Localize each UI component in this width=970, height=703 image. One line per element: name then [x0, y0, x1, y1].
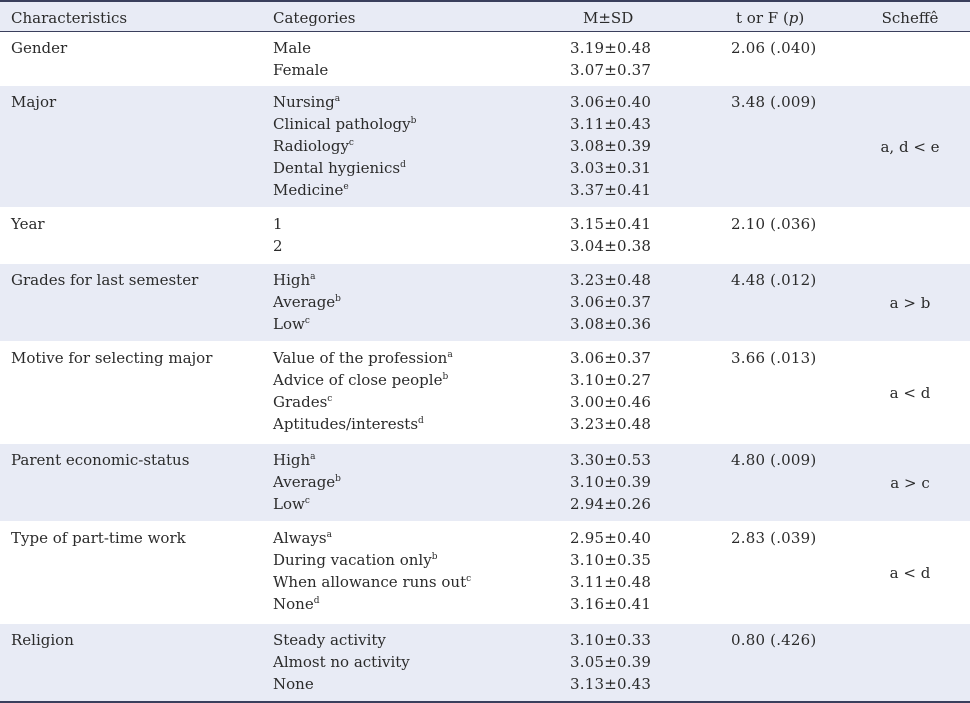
t-or-f-cell — [731, 527, 816, 549]
table-row-group — [0, 444, 970, 521]
msd-value: 3.11±0.43 — [570, 115, 652, 133]
characteristic-cell — [11, 629, 74, 651]
table-row-group — [0, 624, 970, 701]
category-label — [273, 347, 453, 369]
category-label — [273, 179, 416, 201]
msd-value: 3.03±0.31 — [570, 159, 652, 177]
category-label — [273, 593, 471, 615]
msd-value: 3.10±0.39 — [570, 473, 652, 491]
t-or-f-cell — [731, 37, 816, 59]
msd-value: 3.00±0.46 — [570, 393, 652, 411]
scheffe-cell — [850, 136, 970, 158]
characteristic-label: Major — [11, 93, 57, 111]
category-superscript: b — [335, 294, 341, 304]
characteristic-label: Year — [11, 215, 45, 233]
category-text: Advice of close people — [273, 371, 443, 389]
characteristic-cell — [11, 527, 186, 549]
characteristic-label: Gender — [11, 39, 68, 57]
category-label — [273, 235, 283, 257]
category-label — [273, 91, 416, 113]
category-superscript: b — [442, 372, 449, 382]
scheffe-cell — [850, 292, 970, 314]
scheffe-value: a < d — [889, 383, 931, 402]
category-label — [273, 313, 341, 335]
category-text: Value of the profession — [273, 349, 448, 367]
category-text: Nursing — [273, 93, 335, 111]
category-superscript: c — [327, 394, 333, 404]
characteristic-label: Motive for selecting major — [11, 349, 213, 367]
category-text: Always — [273, 529, 327, 547]
msd-value: 3.10±0.35 — [570, 551, 652, 569]
category-label — [273, 449, 341, 471]
scheffe-value: a > b — [889, 293, 931, 312]
categories-cell — [273, 213, 283, 257]
category-text: None — [273, 675, 314, 693]
category-text: Medicine — [273, 181, 344, 199]
table-row-group — [0, 208, 970, 263]
characteristic-label: Type of part-time work — [11, 529, 186, 547]
table-row-group — [0, 342, 970, 443]
msd-value: 2.95±0.40 — [570, 529, 652, 547]
t-or-f-cell — [731, 269, 816, 291]
category-label — [273, 651, 410, 673]
t-or-f-cell — [731, 91, 816, 113]
msd-cell — [570, 527, 651, 615]
category-text: None — [273, 595, 314, 613]
category-text: Average — [273, 293, 336, 311]
header-t-or-f-close: ) — [798, 9, 805, 27]
msd-value: 3.08±0.36 — [570, 315, 652, 333]
msd-value: 3.11±0.48 — [570, 573, 652, 591]
category-superscript: d — [418, 416, 424, 426]
table-row-group — [0, 522, 970, 623]
scheffe-value: a < d — [889, 563, 931, 582]
categories-cell — [273, 37, 328, 81]
msd-value: 3.30±0.53 — [570, 451, 652, 469]
category-label — [273, 37, 328, 59]
t-or-f-value: 2.10 (.036) — [731, 215, 817, 233]
characteristic-cell — [11, 347, 212, 369]
category-text: Average — [273, 473, 336, 491]
msd-value: 3.06±0.37 — [570, 349, 652, 367]
table-header — [0, 0, 970, 32]
category-text: During vacation only — [273, 551, 432, 569]
category-superscript: b — [410, 116, 417, 126]
characteristic-cell — [11, 449, 189, 471]
category-text: 2 — [273, 237, 283, 255]
category-label — [273, 291, 341, 313]
categories-cell — [273, 527, 471, 615]
msd-cell — [570, 213, 651, 257]
characteristic-label: Religion — [11, 631, 74, 649]
characteristic-cell — [11, 91, 56, 113]
header-msd: M±SD — [583, 9, 634, 27]
category-text: Clinical pathology — [273, 115, 411, 133]
characteristic-label: Grades for last semester — [11, 271, 199, 289]
category-label — [273, 157, 416, 179]
msd-cell — [570, 269, 651, 335]
category-superscript: c — [466, 574, 472, 584]
category-superscript: c — [304, 316, 310, 326]
categories-cell — [273, 629, 410, 695]
scheffe-cell — [850, 472, 970, 494]
msd-value: 3.16±0.41 — [570, 595, 652, 613]
category-label — [273, 493, 341, 515]
category-label — [273, 369, 453, 391]
table-row-group — [0, 86, 970, 207]
category-label — [273, 135, 416, 157]
msd-value: 3.06±0.40 — [570, 93, 652, 111]
category-superscript: a — [310, 452, 316, 462]
msd-cell — [570, 347, 651, 435]
category-label — [273, 629, 410, 651]
category-label — [273, 59, 328, 81]
t-or-f-cell — [731, 213, 816, 235]
category-text: Steady activity — [273, 631, 386, 649]
header-t-or-f — [736, 8, 804, 28]
msd-value: 3.06±0.37 — [570, 293, 652, 311]
msd-cell — [570, 449, 651, 515]
category-text: When allowance runs out — [273, 573, 467, 591]
category-superscript: c — [348, 138, 354, 148]
categories-cell — [273, 269, 341, 335]
t-or-f-cell — [731, 449, 816, 471]
category-text: Grades — [273, 393, 328, 411]
category-text: High — [273, 451, 311, 469]
msd-value: 3.10±0.33 — [570, 631, 652, 649]
category-text: Radiology — [273, 137, 349, 155]
t-or-f-value: 0.80 (.426) — [731, 631, 817, 649]
category-label — [273, 571, 471, 593]
msd-value: 3.07±0.37 — [570, 61, 652, 79]
category-superscript: b — [431, 552, 438, 562]
category-text: Low — [273, 495, 305, 513]
category-label — [273, 269, 341, 291]
category-text: Aptitudes/interests — [273, 415, 419, 433]
category-superscript: e — [343, 182, 349, 192]
t-or-f-value: 2.83 (.039) — [731, 529, 817, 547]
msd-value: 3.08±0.39 — [570, 137, 652, 155]
scheffe-value: a > c — [890, 473, 930, 492]
category-superscript: b — [335, 474, 341, 484]
msd-value: 3.04±0.38 — [570, 237, 652, 255]
msd-value: 3.19±0.48 — [570, 39, 652, 57]
t-or-f-cell — [731, 347, 816, 369]
category-superscript: a — [447, 350, 453, 360]
table-row-group — [0, 32, 970, 85]
categories-cell — [273, 449, 341, 515]
msd-cell — [570, 629, 651, 695]
msd-value: 3.15±0.41 — [570, 215, 652, 233]
characteristic-cell — [11, 213, 45, 235]
categories-cell — [273, 347, 453, 435]
category-superscript: a — [326, 530, 332, 540]
category-text: Male — [273, 39, 311, 57]
category-text: Almost no activity — [273, 653, 410, 671]
t-or-f-value: 3.66 (.013) — [731, 349, 817, 367]
category-label — [273, 527, 471, 549]
header-p-symbol: p — [788, 9, 799, 27]
category-label — [273, 471, 341, 493]
msd-value: 3.23±0.48 — [570, 415, 652, 433]
characteristic-label: Parent economic-status — [11, 451, 190, 469]
category-label — [273, 391, 453, 413]
category-superscript: a — [334, 94, 341, 104]
category-text: Female — [273, 61, 329, 79]
t-or-f-cell — [731, 629, 816, 651]
category-superscript: d — [313, 596, 320, 606]
header-characteristics: Characteristics — [11, 9, 128, 27]
category-superscript: a — [310, 272, 316, 282]
category-label — [273, 413, 453, 435]
t-or-f-value: 2.06 (.040) — [731, 39, 817, 57]
category-label — [273, 213, 283, 235]
category-text: Dental hygienics — [273, 159, 401, 177]
scheffe-cell — [850, 382, 970, 404]
categories-cell — [273, 91, 416, 201]
msd-cell — [570, 91, 651, 201]
category-label — [273, 113, 416, 135]
category-superscript: d — [400, 160, 406, 170]
category-text: Low — [273, 315, 305, 333]
msd-value: 3.37±0.41 — [570, 181, 652, 199]
msd-value: 3.23±0.48 — [570, 271, 652, 289]
header-categories: Categories — [273, 9, 356, 27]
scheffe-value: a, d < e — [880, 137, 940, 156]
category-superscript: c — [304, 496, 310, 506]
characteristic-cell — [11, 37, 67, 59]
t-or-f-value: 4.80 (.009) — [731, 451, 817, 469]
category-text: 1 — [273, 215, 283, 233]
msd-cell — [570, 37, 651, 81]
scheffe-cell — [850, 562, 970, 584]
msd-value: 3.13±0.43 — [570, 675, 652, 693]
msd-value: 2.94±0.26 — [570, 495, 652, 513]
t-or-f-value: 3.48 (.009) — [731, 93, 817, 111]
msd-value: 3.05±0.39 — [570, 653, 652, 671]
category-label — [273, 673, 410, 695]
table-row-group — [0, 264, 970, 341]
category-text: High — [273, 271, 311, 289]
t-or-f-value: 4.48 (.012) — [731, 271, 817, 289]
characteristic-cell — [11, 269, 198, 291]
header-scheffe: Scheffê — [881, 9, 939, 27]
header-t-or-f-text: t or F ( — [736, 9, 789, 27]
category-label — [273, 549, 471, 571]
msd-value: 3.10±0.27 — [570, 371, 652, 389]
